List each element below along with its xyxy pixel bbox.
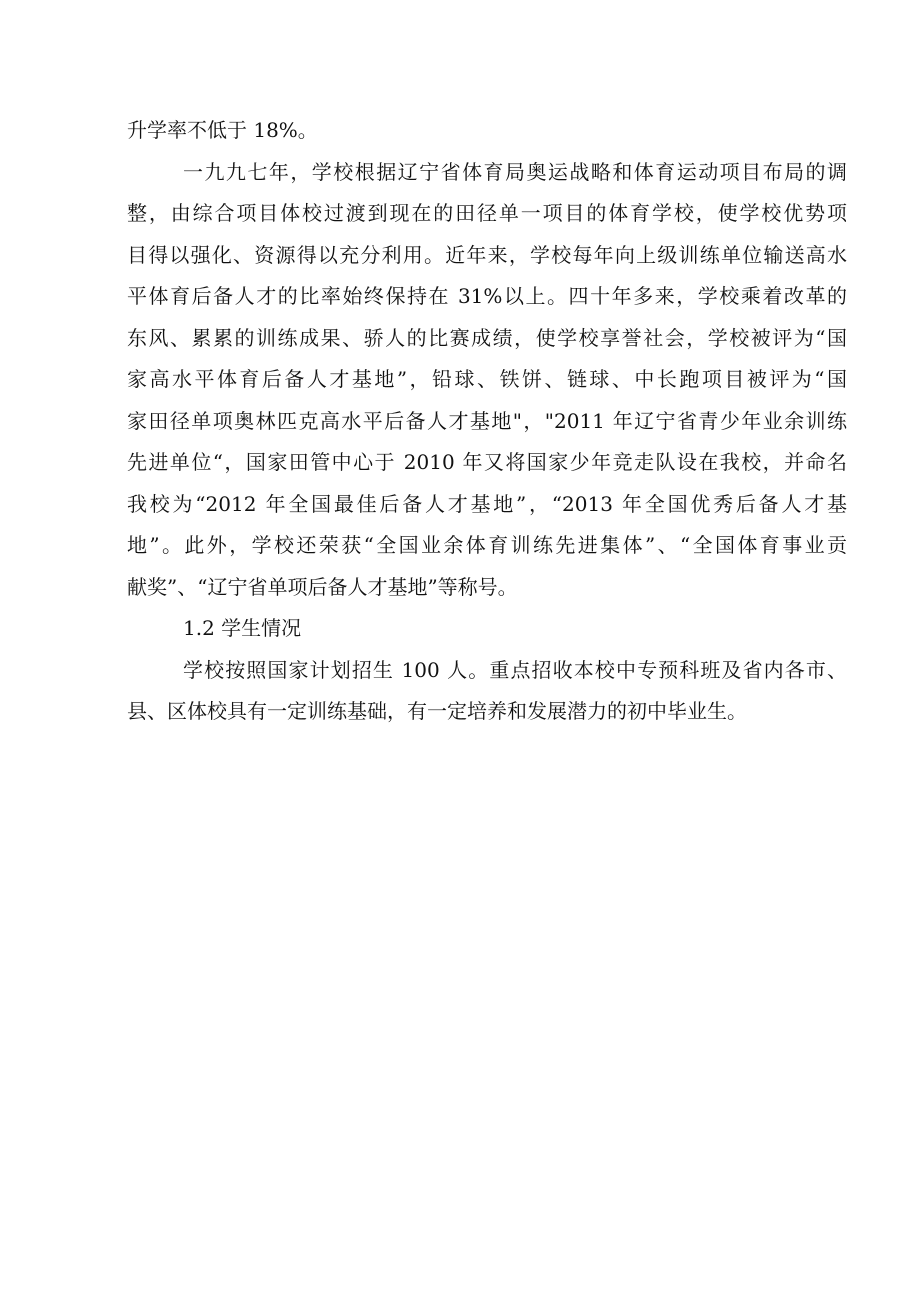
section-heading: 1.2 学生情况 — [183, 616, 302, 640]
paragraph-1-line: 一九九七年，学校根据辽宁省体育局奥运战略和体育运动项目布局的调 — [183, 159, 847, 184]
paragraph-2-line: 县、区体校具有一定训练基础，有一定培养和发展潜力的初中毕业生。 — [127, 699, 747, 723]
paragraph-0-line: 升学率不低于 18%。 — [127, 118, 318, 142]
paragraph-2-line: 学校按照国家计划招生 100 人。重点招收本校中专预科班及省内各市、 — [183, 657, 847, 682]
paragraph-1-line: 东风、累累的训练成果、骄人的比赛成绩，使学校享誉社会，学校被评为“国 — [127, 325, 847, 350]
paragraph-1-line: 家田径单项奥林匹克高水平后备人才基地"，"2011 年辽宁省青少年业余训练 — [127, 408, 847, 433]
paragraph-1-line: 整，由综合项目体校过渡到现在的田径单一项目的体育学校，使学校优势项 — [127, 201, 847, 225]
document-body — [127, 110, 847, 733]
paragraph-1-line: 献奖”、“辽宁省单项后备人才基地”等称号。 — [127, 574, 518, 599]
paragraph-1-line: 我校为“2012 年全国最佳后备人才基地”，“2013 年全国优秀后备人才基 — [127, 491, 847, 516]
paragraph-1-line: 地”。此外，学校还荣获“全国业余体育训练先进集体”、“全国体育事业贡 — [127, 533, 847, 557]
paragraph-1-line: 目得以强化、资源得以充分利用。近年来，学校每年向上级训练单位输送高水 — [127, 242, 847, 267]
paragraph-1-line: 家高水平体育后备人才基地”，铅球、铁饼、链球、中长跑项目被评为“国 — [127, 367, 847, 391]
paragraph-1-line: 先进单位“，国家田管中心于 2010 年又将国家少年竞走队设在我校，并命名 — [127, 450, 847, 474]
paragraph-1-line: 平体育后备人才的比率始终保持在 31%以上。四十年多来，学校乘着改革的 — [127, 284, 847, 308]
